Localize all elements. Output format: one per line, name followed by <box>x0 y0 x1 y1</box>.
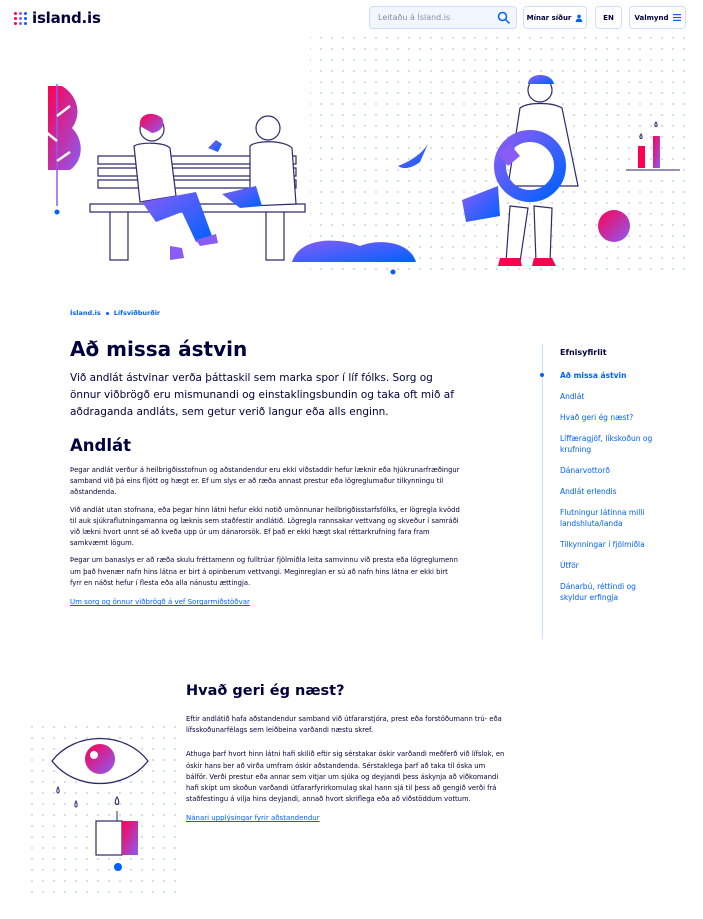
paragraph: Þegar andlát verður á heilbrigðisstofnun og aðstandendur eru ekki viðstaddir hefur læknir eða hjúkrunarfræðingur samband við þá eins fljótt og hægt er. Ef um slys er að ræða annast prestur eða lögreglumaður tilkynningu til aðstandenda. <box>70 466 460 497</box>
toc-item[interactable]: Tilkynningar í fjölmiðla <box>560 540 645 549</box>
logo-dots-icon <box>14 12 27 25</box>
mourning-illustration <box>30 725 180 900</box>
page-title: Að missa ástvin <box>70 337 248 361</box>
table-of-contents <box>542 344 662 639</box>
main-content <box>70 336 460 608</box>
paragraph: Athuga þarf hvort hinn látni hafi skilið eftir sig sérstakar óskir varðandi meðferð við lífslok, en óskir hans ber að virða umfram óskir aðstandenda. Sérstaklega þarf að taka til óska um bálför. Verði prestur eða annar sem vitjar um sjúka og deyjandi þess áskynja að viðkomandi hafi skipt um skoðun varðandi útfararfyrirkomulag skal hann sjá til þess að gengið verði frá staðfestingu á vilja hins deyjandi, annað hvort skriflega eða að viðstöddum vottum. <box>186 750 505 804</box>
relatives-info-link[interactable]: Nánari upplýsingar fyrir aðstandendur <box>186 814 320 823</box>
toc-item[interactable]: Dánarvottorð <box>560 466 610 475</box>
next-steps-section <box>186 681 506 824</box>
my-pages-button[interactable] <box>523 6 587 29</box>
search-input[interactable] <box>369 6 517 29</box>
hero-illustration <box>0 36 703 278</box>
island-logo[interactable] <box>14 9 101 27</box>
intro-text: Við andlát ástvinar verða þáttaskil sem marka spor í líf fólks. Sorg og önnur viðbrögð eru mismunandi og einstaklingsbundin og taka oft mið af aðdraganda andláts, sem getur verið langur eða alls enginn. <box>70 372 454 418</box>
toc-item[interactable]: Andlát <box>560 392 585 401</box>
logo-text: island.is <box>32 9 101 27</box>
menu-label: Valmynd <box>634 13 669 22</box>
grief-support-link[interactable]: Um sorg og önnur viðbrögð á vef Sorgarmiðstöðvar <box>70 598 250 607</box>
breadcrumb-home[interactable]: Ísland.is <box>70 309 101 317</box>
toc-item[interactable]: Að missa ástvin <box>560 370 662 381</box>
toc-item[interactable]: Líffæragjöf, líkskoðun og krufning <box>560 434 653 454</box>
menu-button[interactable] <box>629 6 686 29</box>
paragraph: Við andlát utan stofnana, eða þegar hinn látni hefur ekki notið umönnunar heilbrigðisstarfsfólks, er lögregla kvödd til auk sjúkraflutningamanna og læknis sem staðfestir andlátið. Lögregla rannsakar vettvang og skveður í samráði við lækni hvort unnt sé að kveða upp úr um dánarorsök. Ef það er ekki hægt skal réttarkrufning fara fram samkvæmt lögum. <box>70 505 460 548</box>
toc-item[interactable]: Hvað geri ég næst? <box>560 413 634 422</box>
breadcrumb <box>70 309 160 317</box>
paragraph: Eftir andlátið hafa aðstandendur samband við útfararstjóra, prest eða forstöðumann trú- eða lífsskoðunarfélags sem leiðbeina varðandi næstu skref. <box>186 715 502 735</box>
language-label: EN <box>603 13 614 22</box>
search-placeholder: Leitaðu á Ísland.is <box>378 13 451 22</box>
language-button[interactable] <box>595 6 622 29</box>
site-header <box>0 0 703 36</box>
breadcrumb-life-events[interactable]: Lífsviðburðir <box>113 309 161 317</box>
hamburger-icon <box>673 14 681 21</box>
toc-item[interactable]: Flutningur látinna milli landshluta/landa <box>560 508 645 528</box>
paragraph: Þegar um banaslys er að ræða skulu fréttamenn og fulltrúar fjölmiðla leita samvinnu við presta eða lögreglumenn um það hvenær nafn hins látna er birt á opinberum vettvangi. Meginreglan er sú að nafn hins látna er ekki birt fyrr en náðst hefur í flesta eða alla nánustu ættingja. <box>70 556 458 587</box>
user-icon <box>575 14 583 22</box>
my-pages-label: Mínar síður <box>526 13 572 22</box>
toc-item[interactable]: Dánarbú, réttindi og skyldur erfingja <box>560 582 636 602</box>
toc-item[interactable]: Útför <box>560 561 579 570</box>
next-steps-title: Hvað geri ég næst? <box>186 683 345 699</box>
breadcrumb-separator <box>106 312 109 315</box>
toc-item[interactable]: Andlát erlendis <box>560 487 617 496</box>
toc-title: Efnisyfirlit <box>560 348 607 357</box>
search-icon[interactable] <box>497 11 510 24</box>
section-title-andlat: Andlát <box>70 436 132 455</box>
